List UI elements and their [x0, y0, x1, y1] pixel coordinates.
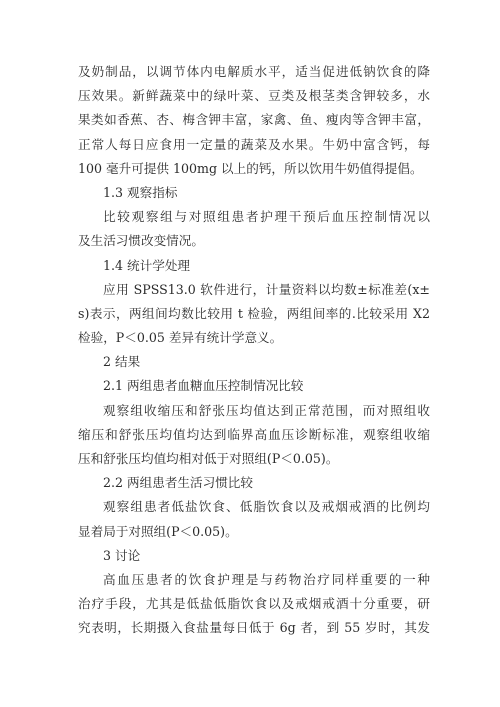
- text-line: 压效果。新鲜蔬菜中的绿叶菜、豆类及根茎类含钾较多，水: [78, 88, 430, 104]
- section-heading: 2 结果: [103, 354, 141, 370]
- text-line: 及生活习惯改变情况。: [78, 233, 204, 249]
- text-line: 果类如香蕉、杏、梅含钾丰富，家禽、鱼、瘦肉等含钾丰富，: [78, 112, 430, 128]
- section-heading: 2.2 两组患者生活习惯比较: [103, 475, 253, 491]
- text-line: 正常人每日应食用一定量的蔬菜及水果。牛奶中富含钙，每: [78, 136, 430, 152]
- paragraph-first-line: 观察组患者低盐饮食、低脂饮食以及戒烟戒酒的比例均: [103, 499, 430, 515]
- section-heading: 3 讨论: [103, 547, 141, 563]
- text-line: 检验，P＜0.05 差异有统计学意义。: [78, 330, 283, 346]
- text-line: 究表明，长期摄入食盐量每日低于 6g 者，到 55 岁时，其发: [78, 620, 430, 636]
- paragraph-first-line: 应用 SPSS13.0 软件进行，计量资料以均数±标准差(x±: [103, 281, 430, 297]
- text-line: 缩压和舒张压均值均达到临界高血压诊断标准，观察组收缩: [78, 426, 430, 442]
- text-line: s)表示，两组间均数比较用 t 检验，两组间率的.比较采用 X2: [78, 305, 430, 321]
- text-line: 100 毫升可提供 100mg 以上的钙，所以饮用牛奶值得提倡。: [78, 160, 423, 176]
- text-line: 压和舒张压均值均相对低于对照组(P＜0.05)。: [78, 451, 339, 466]
- section-heading: 1.3 观察指标: [103, 184, 178, 200]
- section-heading: 1.4 统计学处理: [103, 257, 191, 273]
- paragraph-first-line: 比较观察组与对照组患者护理干预后血压控制情况以: [103, 209, 430, 225]
- paragraph-first-line: 观察组收缩压和舒张压均值达到正常范围，而对照组收: [103, 402, 430, 418]
- section-heading: 2.1 两组患者血糖血压控制情况比较: [103, 378, 304, 394]
- paragraph-first-line: 高血压患者的饮食护理是与药物治疗同样重要的一种: [103, 571, 430, 587]
- text-line: 及奶制品，以调节体内电解质水平，适当促进低钠饮食的降: [78, 64, 430, 79]
- document-page: [78, 60, 430, 641]
- text-line: 显着局于对照组(P＜0.05)。: [78, 523, 238, 539]
- text-line: 治疗手段，尤其是低盐低脂饮食以及戒烟戒酒十分重要，研: [78, 596, 430, 612]
